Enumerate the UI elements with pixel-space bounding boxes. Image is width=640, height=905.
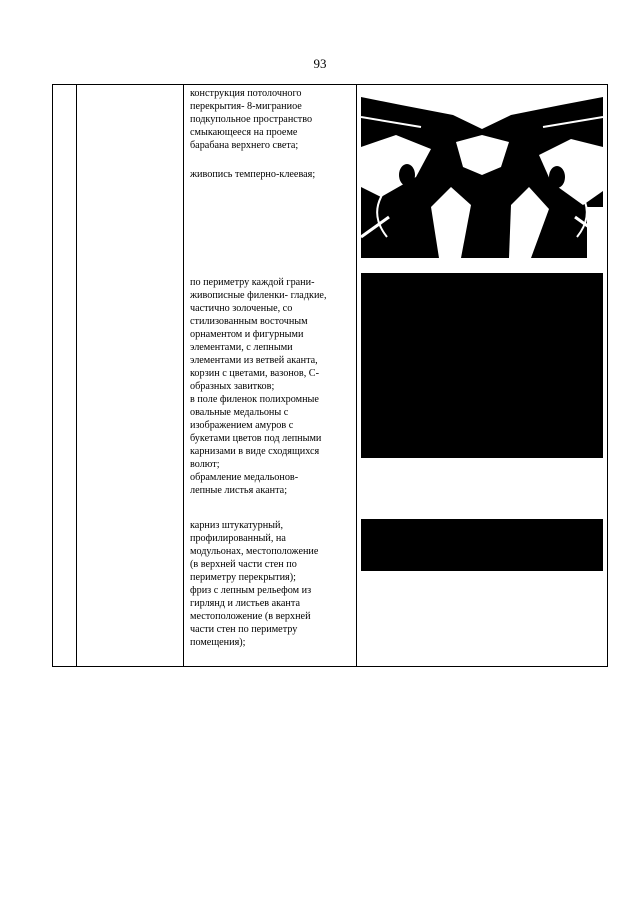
- ceiling-photo: [361, 87, 603, 258]
- page-number: 93: [313, 56, 327, 71]
- cornice-photo: [361, 519, 603, 571]
- ceiling-dome-image: [361, 87, 603, 258]
- column-divider-1: [76, 84, 77, 667]
- text-ceiling-construction: конструкция потолочного перекрытия- 8-миграниое подкупольное пространство смыкающееся на проеме барабана верхнего света;: [190, 88, 313, 151]
- text-cornice-frieze: карниз штукатурный, профилированный, на модульонах, местоположение (в верхней части стен по периметру перекрытия); фриз с лепным рельефом из гирлянд и листьев аканта местоположение (в верхней части стен по периметру помещения);: [190, 520, 319, 648]
- column-divider-2: [183, 84, 184, 667]
- panels-photo: [361, 273, 603, 458]
- text-painting: живопись темперно-клеевая;: [190, 169, 316, 180]
- text-panels-description: по периметру каждой грани- живописные филенки- гладкие, частично золоченые, со стилизованным восточным орнаментом и фигурными элементами, с лепными элементами из ветвей аканта, корзин с цветами, вазонов, С- образных завитков; в поле филенок полихромные овальные медальоны с изображением амуров с букетами цветов под лепными карнизами в виде сходящихся волют; обрамление медальонов- лепные листья аканта;: [190, 277, 327, 496]
- column-divider-3: [356, 84, 357, 667]
